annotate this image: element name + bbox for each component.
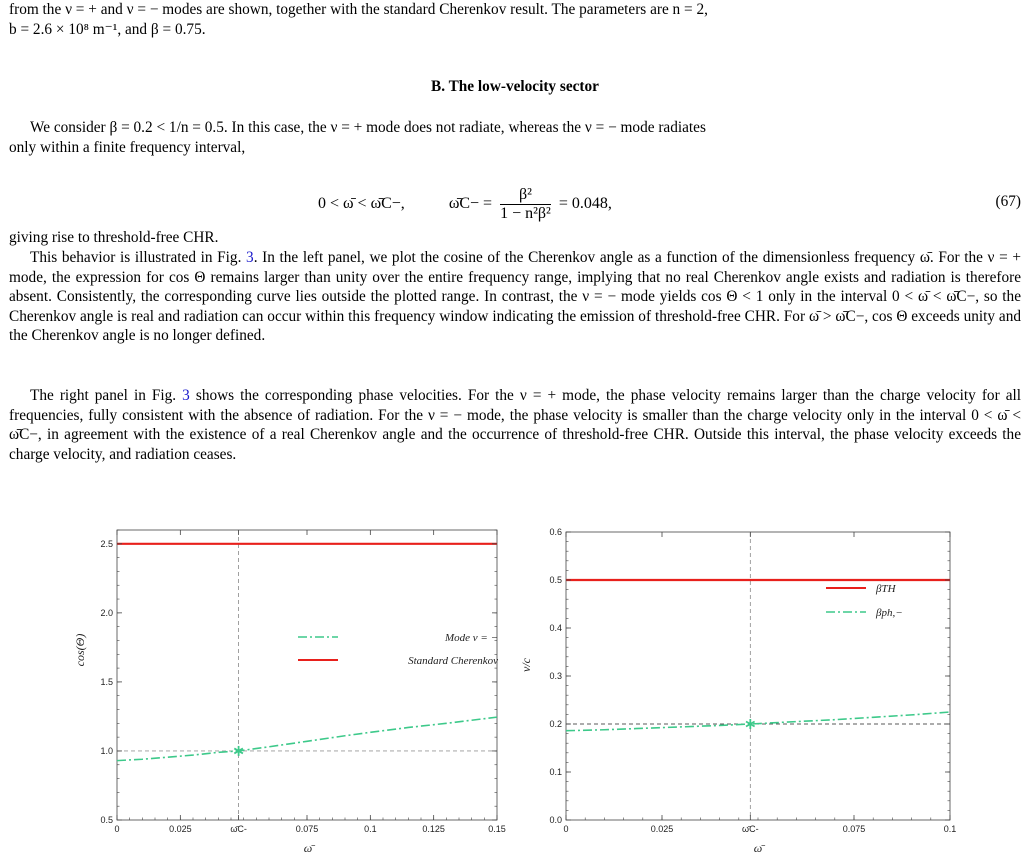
left-chart-ylabel: cos(Θ) xyxy=(73,633,87,667)
cos-theta-chart xyxy=(62,530,512,860)
left-ytick-label-3: 2.0 xyxy=(100,607,113,618)
section-heading: B. The low-velocity sector xyxy=(431,78,599,95)
right-ytick-label-1: 0.1 xyxy=(549,767,562,777)
left-xtick-label-0: 0 xyxy=(114,824,120,834)
paragraph-2 xyxy=(9,248,1021,346)
left-xtick-label-5: 0.125 xyxy=(422,824,445,834)
left-ytick-label-0: 0.5 xyxy=(100,815,113,825)
right-ytick-label-2: 0.2 xyxy=(549,719,562,729)
equation-lhs: 0 < ω̄ < ω̄C−, xyxy=(318,195,405,213)
paragraph-3-rest: shows the corresponding phase velocities. For the ν = + mode, the phase velocity remains larger than the charge velocity for all frequencies, fully consistent with the absence of radiation. For the ν = − mode, the phase velocity is smaller than the charge velocity only in the interval 0 < ω̄ < ω̄C−, in agreement with the existence of a real Cherenkov angle and the occurrence of threshold-free CHR. Outside this interval, the phase velocity exceeds the charge velocity, and radiation ceases. xyxy=(9,387,1021,463)
legend-mode-minus: Mode ν = − xyxy=(444,632,498,644)
paragraph-2-rest: . In the left panel, we plot the cosine of the Cherenkov angle as a function of the dimensionless frequency ω̄. For the ν = + mode, the expression for cos Θ remains larger than unity over the entire frequency range, implying that no real Cherenkov angle exists and radiation is therefore absent. Consistently, the corresponding curve lies outside the plotted range. In contrast, the ν = − mode yields cos Θ < 1 only in the interval 0 < ω̄ < ω̄C−, so the Cherenkov angle is real and radiation can occur within this frequency window indicating the emission of threshold-free CHR. For ω̄ > ω̄C−, cos Θ exceeds unity and the Cherenkov angle is no longer defined. xyxy=(9,249,1021,345)
left-ytick-label-1: 1.0 xyxy=(100,745,113,756)
right-xtick-label-4: 0.1 xyxy=(943,824,957,834)
equation-mid: ω̄C− = xyxy=(448,195,493,213)
figure-3-link[interactable]: 3 xyxy=(246,249,254,266)
right-chart-legend xyxy=(826,583,903,619)
caption-line-2: b = 2.6 × 10⁸ m⁻¹, and β = 0.75. xyxy=(9,21,206,38)
paragraph-3 xyxy=(9,386,1021,464)
figure-3-link-2[interactable]: 3 xyxy=(182,387,190,404)
paragraph-1-line-2: only within a finite frequency interval, xyxy=(9,139,246,156)
left-xtick-label-4: 0.1 xyxy=(364,824,377,834)
left-xtick-label-2: ω̄C- xyxy=(230,824,247,834)
left-series-0-line xyxy=(117,717,497,761)
legend-beta-ph-minus: βph,− xyxy=(876,607,903,619)
right-xtick-label-2: ω̄C- xyxy=(742,824,759,834)
left-xtick-label-3: 0.075 xyxy=(295,824,319,834)
phase-velocity-chart xyxy=(520,520,970,860)
right-ytick-label-4: 0.4 xyxy=(549,623,562,633)
paragraph-2-start: This behavior is illustrated in Fig. xyxy=(30,249,247,266)
equation-denominator: 1 − n²β² xyxy=(500,205,551,222)
right-xtick-label-3: 0.075 xyxy=(842,824,866,834)
legend-beta-th: βTH xyxy=(876,583,896,595)
right-plot-frame xyxy=(566,532,950,820)
left-ytick-label-4: 2.5 xyxy=(100,538,113,549)
right-ytick-label-3: 0.3 xyxy=(549,671,562,681)
equation-fraction xyxy=(500,186,551,223)
caption-line-1: from the ν = + and ν = − modes are shown, together with the standard Cherenkov result. The parameters are n = 2, xyxy=(9,1,708,18)
left-chart-legend xyxy=(298,632,498,667)
left-chart-xlabel: ω̄ xyxy=(303,841,313,855)
right-xtick-label-1: 0.025 xyxy=(650,824,674,834)
paragraph-3-start: The right panel in Fig. xyxy=(30,387,183,404)
right-series-1-line xyxy=(566,712,950,731)
right-xtick-label-0: 0 xyxy=(563,824,569,834)
legend-standard-cherenkov: Standard Cherenkov xyxy=(408,655,498,667)
right-ytick-label-6: 0.6 xyxy=(549,527,562,537)
right-chart-ylabel: v/c xyxy=(519,658,533,672)
equation-number: (67) xyxy=(995,193,1021,210)
after-equation-text: giving rise to threshold-free CHR. xyxy=(9,229,219,246)
paragraph-1-line-1: We consider β = 0.2 < 1/n = 0.5. In this case, the ν = + mode does not radiate, whereas the ν = − mode radiates xyxy=(30,119,706,136)
left-plot-frame xyxy=(117,530,497,820)
left-xtick-label-6: 0.15 xyxy=(488,824,506,834)
equation-numerator: β² xyxy=(500,186,551,205)
right-ytick-label-0: 0.0 xyxy=(549,815,562,825)
right-ytick-label-5: 0.5 xyxy=(549,575,562,585)
left-xtick-label-1: 0.025 xyxy=(169,824,192,834)
equation-67 xyxy=(0,180,1030,220)
left-ytick-label-2: 1.5 xyxy=(100,676,113,687)
equation-rhs: = 0.048, xyxy=(558,195,612,213)
right-chart-xlabel: ω̄ xyxy=(753,841,763,855)
